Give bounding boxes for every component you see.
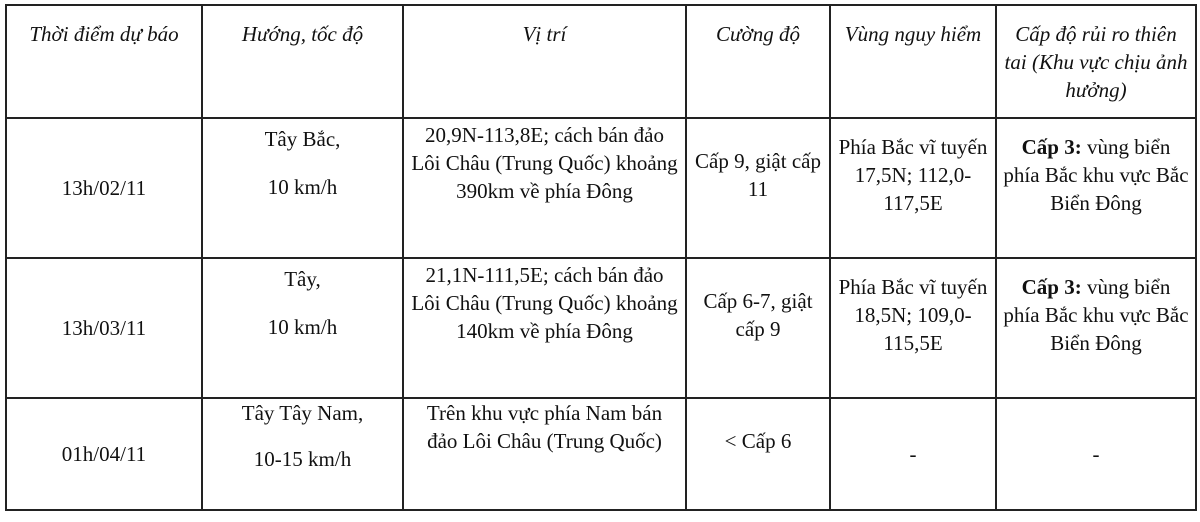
cell-direction-speed [202,118,403,258]
cell-position: 21,1N-111,5E; cách bán đảo Lôi Châu (Trung Quốc) khoảng 140km về phía Đông [403,258,686,398]
direction-text: Tây, [284,267,321,291]
risk-area-text: vùng biển phía Bắc khu vực Bắc Biển Đông [1003,275,1189,355]
header-forecast-time: Thời điểm dự báo [6,5,202,118]
cell-position: Trên khu vực phía Nam bán đảo Lôi Châu (Trung Quốc) [403,398,686,510]
risk-area-text: vùng biển phía Bắc khu vực Bắc Biển Đông [1003,135,1189,215]
table-row [6,398,1196,510]
risk-level-label: Cấp 3: [1021,135,1082,159]
cell-direction-speed [202,258,403,398]
forecast-table [5,4,1197,511]
cell-danger-zone: Phía Bắc vĩ tuyến 17,5N; 112,0-117,5E [830,118,996,258]
cell-danger-zone: - [830,398,996,510]
cell-time: 13h/03/11 [6,258,202,398]
cell-risk-level [996,258,1196,398]
cell-intensity: Cấp 9, giật cấp 11 [686,118,830,258]
cell-direction-speed [202,398,403,510]
risk-level-label: Cấp 3: [1021,275,1082,299]
cell-intensity: < Cấp 6 [686,398,830,510]
header-intensity: Cường độ [686,5,830,118]
header-direction-speed: Hướng, tốc độ [202,5,403,118]
table-row [6,258,1196,398]
cell-risk-level: - [996,398,1196,510]
header-risk-level: Cấp độ rủi ro thiên tai (Khu vực chịu ảnh hưởng) [996,5,1196,118]
speed-text: 10 km/h [267,315,338,339]
direction-text: Tây Tây Nam, [241,401,364,425]
cell-danger-zone: Phía Bắc vĩ tuyến 18,5N; 109,0-115,5E [830,258,996,398]
speed-text: 10-15 km/h [253,447,352,471]
speed-text: 10 km/h [267,175,338,199]
cell-time: 01h/04/11 [6,398,202,510]
table-header-row [6,5,1196,118]
cell-position: 20,9N-113,8E; cách bán đảo Lôi Châu (Trung Quốc) khoảng 390km về phía Đông [403,118,686,258]
cell-intensity: Cấp 6-7, giật cấp 9 [686,258,830,398]
cell-time: 13h/02/11 [6,118,202,258]
header-position: Vị trí [403,5,686,118]
table-row [6,118,1196,258]
header-danger-zone: Vùng nguy hiểm [830,5,996,118]
cell-risk-level [996,118,1196,258]
direction-text: Tây Bắc, [264,127,341,151]
